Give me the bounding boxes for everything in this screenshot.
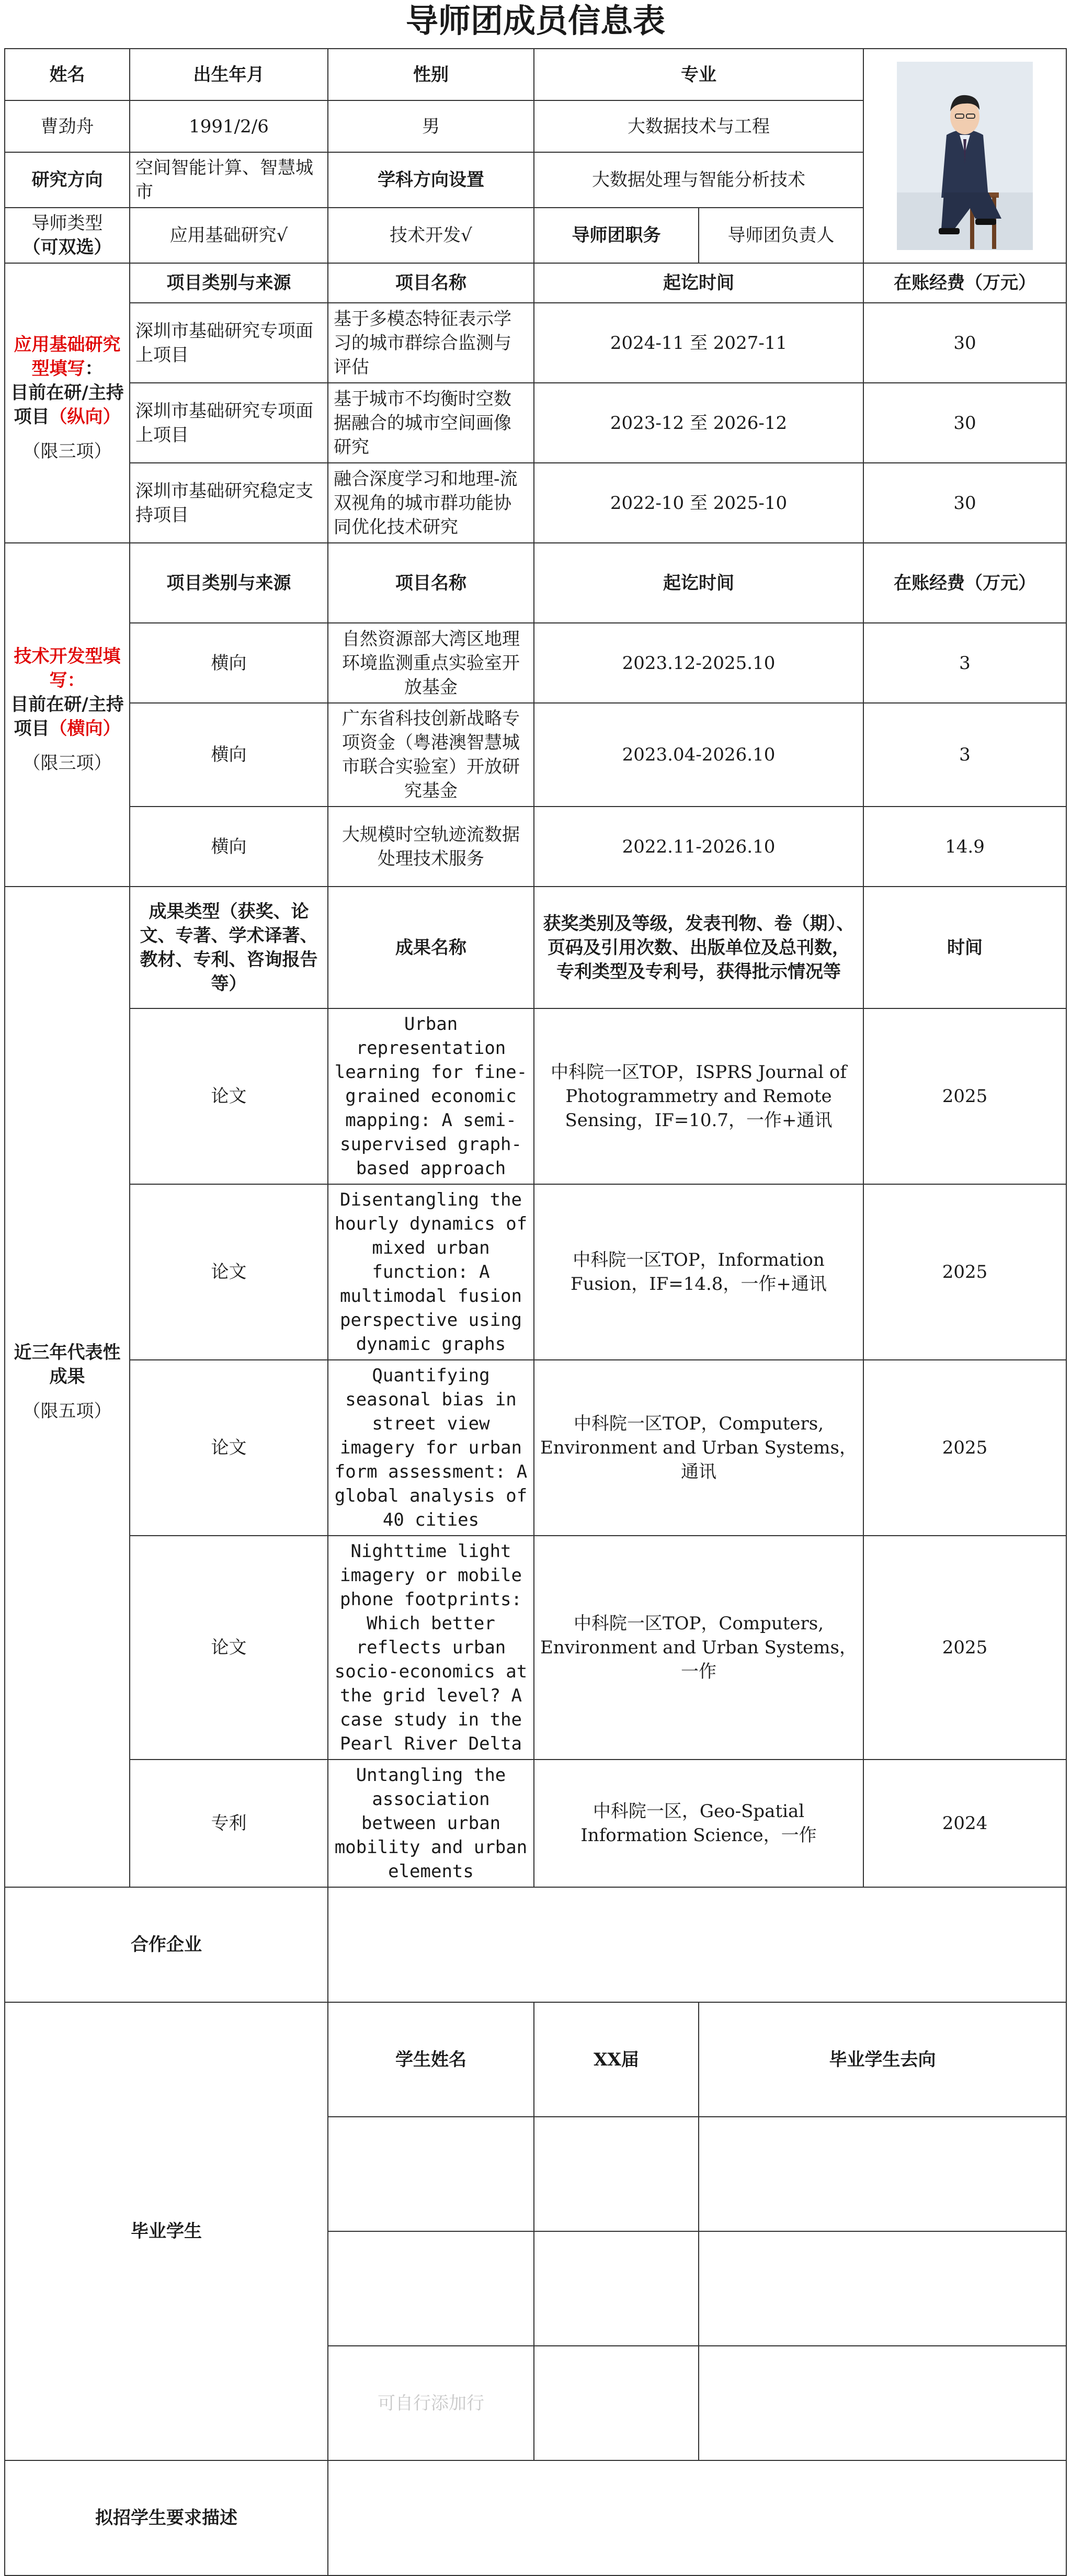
- tech-name: 自然资源部大湾区地理环境监测重点实验室开放基金: [328, 623, 534, 703]
- tech-line2: 目前在研/主持项目: [10, 694, 124, 739]
- ach-col-time: 时间: [863, 887, 1066, 1008]
- achievements-title: 近三年代表性成果: [14, 1342, 121, 1387]
- tech-time: 2022.11-2026.10: [534, 807, 863, 887]
- applied-name: 基于多模态特征表示学习的城市群综合监测与评估: [328, 303, 534, 383]
- applied-limit: （限三项）: [22, 440, 112, 462]
- applied-name: 基于城市不均衡时空数据融合的城市空间画像研究: [328, 383, 534, 463]
- applied-time: 2023-12 至 2026-12: [534, 383, 863, 463]
- ach-detail: 中科院一区TOP，Information Fusion，IF=14.8，一作+通讯: [534, 1184, 863, 1360]
- tech-horizontal: （横向）: [49, 718, 121, 739]
- gender-value: 男: [328, 100, 534, 152]
- discipline-label: 学科方向设置: [328, 152, 534, 208]
- tech-funds: 14.9: [863, 807, 1066, 887]
- ach-col-type: 成果类型（获奖、论文、专著、学术译著、教材、专利、咨询报告等）: [130, 887, 328, 1008]
- major-label: 专业: [534, 49, 863, 100]
- type-applied: 应用基础研究√: [130, 208, 328, 263]
- applied-source: 深圳市基础研究稳定支持项目: [130, 463, 328, 543]
- applied-section-label: [5, 263, 130, 543]
- requirements-label: 拟招学生要求描述: [5, 2460, 328, 2575]
- grad-year-cell[interactable]: [534, 2231, 699, 2346]
- ach-name: Urban representation learning for fine-grained economic mapping: A semi-supervised graph-based approach: [328, 1008, 534, 1184]
- info-table: [4, 48, 1067, 2576]
- ach-time: 2025: [863, 1184, 1066, 1360]
- ach-detail: 中科院一区TOP，ISPRS Journal of Photogrammetry and Remote Sensing，IF=10.7，一作+通讯: [534, 1008, 863, 1184]
- ach-type: 论文: [130, 1008, 328, 1184]
- portrait-photo-icon: [897, 62, 1033, 250]
- name-label: 姓名: [5, 49, 130, 100]
- graduates-label: 毕业学生: [5, 2002, 328, 2460]
- applied-funds: 30: [863, 303, 1066, 383]
- ach-time: 2025: [863, 1008, 1066, 1184]
- tech-limit: （限三项）: [22, 752, 112, 774]
- name-value: 曹劲舟: [5, 100, 130, 152]
- enterprise-label: 合作企业: [5, 1887, 328, 2002]
- ach-time: 2025: [863, 1360, 1066, 1536]
- birth-label: 出生年月: [130, 49, 328, 100]
- achievements-limit: （限五项）: [22, 1400, 112, 1422]
- tech-time: 2023.12-2025.10: [534, 623, 863, 703]
- page-title: 导师团成员信息表: [405, 2, 665, 40]
- grad-name-cell[interactable]: [328, 2231, 534, 2346]
- table-row: [5, 1536, 1066, 1760]
- applied-vertical: （纵向）: [49, 406, 121, 427]
- ach-name: Disentangling the hourly dynamics of mixed urban function: A multimodal fusion perspective using dynamic graphs: [328, 1184, 534, 1360]
- applied-funds: 30: [863, 383, 1066, 463]
- gender-label: 性别: [328, 49, 534, 100]
- achievements-section-label: [5, 887, 130, 1887]
- table-row: [5, 463, 1066, 543]
- enterprise-field[interactable]: [328, 1887, 1066, 2002]
- tech-funds: 3: [863, 623, 1066, 703]
- research-value: 空间智能计算、智慧城市: [130, 152, 328, 208]
- table-row: [5, 1760, 1066, 1887]
- table-row: [5, 703, 1066, 807]
- grad-dest-cell[interactable]: [699, 2231, 1066, 2346]
- grad-year-cell[interactable]: [534, 2117, 699, 2231]
- tech-source: 横向: [130, 807, 328, 887]
- grad-col-year: XX届: [534, 2002, 699, 2117]
- ach-detail: 中科院一区TOP，Computers, Environment and Urban Systems，一作: [534, 1536, 863, 1760]
- mentor-type-note: （可双选）: [22, 237, 112, 258]
- table-row: [5, 1184, 1066, 1360]
- table-row: [5, 383, 1066, 463]
- applied-name: 融合深度学习和地理-流双视角的城市群功能协同优化技术研究: [328, 463, 534, 543]
- add-row-hint: 可自行添加行: [328, 2346, 534, 2460]
- grad-col-name: 学生姓名: [328, 2002, 534, 2117]
- ach-type: 论文: [130, 1184, 328, 1360]
- major-value: 大数据技术与工程: [534, 100, 863, 152]
- ach-col-name: 成果名称: [328, 887, 534, 1008]
- ach-detail: 中科院一区TOP，Computers, Environment and Urban Systems，通讯: [534, 1360, 863, 1536]
- grad-col-dest: 毕业学生去向: [699, 2002, 1066, 2117]
- tech-col-source: 项目类别与来源: [130, 543, 328, 623]
- birth-value: 1991/2/6: [130, 100, 328, 152]
- applied-colon: ：: [85, 358, 103, 379]
- tech-col-time: 起讫时间: [534, 543, 863, 623]
- applied-col-funds: 在账经费（万元）: [863, 263, 1066, 303]
- ach-type: 论文: [130, 1536, 328, 1760]
- table-row: [5, 1360, 1066, 1536]
- tech-name: 广东省科技创新战略专项资金（粤港澳智慧城市联合实验室）开放研究基金: [328, 703, 534, 807]
- grad-dest-cell[interactable]: [699, 2346, 1066, 2460]
- avatar: [897, 62, 1033, 250]
- tech-source: 横向: [130, 703, 328, 807]
- mentor-type-label: [5, 208, 130, 263]
- mentor-type-title: 导师类型: [31, 213, 103, 234]
- applied-source: 深圳市基础研究专项面上项目: [130, 303, 328, 383]
- table-row: [5, 623, 1066, 703]
- type-tech: 技术开发√: [328, 208, 534, 263]
- applied-title: 应用基础研究型填写: [14, 334, 121, 379]
- ach-type: 论文: [130, 1360, 328, 1536]
- photo-cell: [863, 49, 1066, 263]
- applied-col-time: 起讫时间: [534, 263, 863, 303]
- applied-source: 深圳市基础研究专项面上项目: [130, 383, 328, 463]
- ach-col-detail: 获奖类别及等级，发表刊物、卷（期）、页码及引用次数、出版单位及总刊数，专利类型及专利号，获得批示情况等: [534, 887, 863, 1008]
- tech-col-name: 项目名称: [328, 543, 534, 623]
- role-label: 导师团职务: [534, 208, 699, 263]
- applied-time: 2024-11 至 2027-11: [534, 303, 863, 383]
- applied-col-name: 项目名称: [328, 263, 534, 303]
- applied-line2: 目前在研/主持项目: [10, 382, 124, 427]
- tech-section-label: [5, 543, 130, 887]
- grad-dest-cell[interactable]: [699, 2117, 1066, 2231]
- applied-funds: 30: [863, 463, 1066, 543]
- grad-name-cell[interactable]: [328, 2117, 534, 2231]
- ach-type: 专利: [130, 1760, 328, 1887]
- tech-title: 技术开发型填写：: [14, 645, 121, 691]
- table-row: [5, 807, 1066, 887]
- requirements-field[interactable]: [328, 2460, 1066, 2575]
- role-value: 导师团负责人: [699, 208, 863, 263]
- ach-name: Untangling the association between urban mobility and urban elements: [328, 1760, 534, 1887]
- ach-detail: 中科院一区，Geo-Spatial Information Science，一作: [534, 1760, 863, 1887]
- table-row: [5, 303, 1066, 383]
- tech-time: 2023.04-2026.10: [534, 703, 863, 807]
- ach-time: 2024: [863, 1760, 1066, 1887]
- tech-name: 大规模时空轨迹流数据处理技术服务: [328, 807, 534, 887]
- tech-col-funds: 在账经费（万元）: [863, 543, 1066, 623]
- table-row: [5, 1008, 1066, 1184]
- research-label: 研究方向: [5, 152, 130, 208]
- applied-time: 2022-10 至 2025-10: [534, 463, 863, 543]
- discipline-value: 大数据处理与智能分析技术: [534, 152, 863, 208]
- ach-time: 2025: [863, 1536, 1066, 1760]
- ach-name: Quantifying seasonal bias in street view imagery for urban form assessment: A global analysis of 40 cities: [328, 1360, 534, 1536]
- ach-name: Nighttime light imagery or mobile phone footprints: Which better reflects urban socio-economics at the grid level? A case study in the Pearl River Delta: [328, 1536, 534, 1760]
- grad-year-cell[interactable]: [534, 2346, 699, 2460]
- tech-source: 横向: [130, 623, 328, 703]
- tech-funds: 3: [863, 703, 1066, 807]
- applied-col-source: 项目类别与来源: [130, 263, 328, 303]
